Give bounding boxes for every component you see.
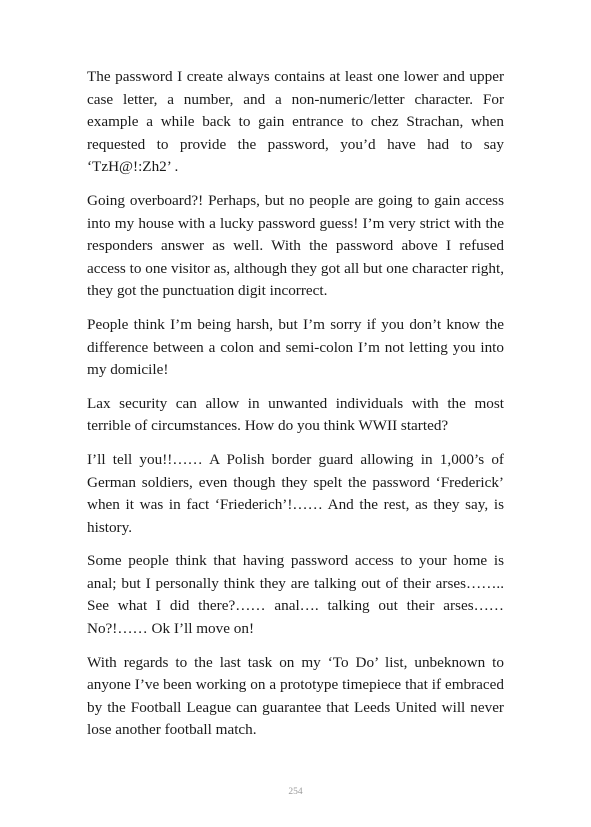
paragraph-to-do-list: With regards to the last task on my ‘To Do’ list, unbeknown to anyone I’ve been working on a prototype timepiece that if embraced by the Football League can guarantee that Leeds United will never lose another football match.	[87, 653, 504, 739]
body-text	[87, 66, 504, 753]
page-number: 254	[288, 787, 303, 797]
paragraph-polish-border-guard: I’ll tell you!!…… A Polish border guard allowing in 1,000’s of German soldiers, even though they spelt the password ‘Frederick’ when it was in fact ‘Friederich’!…… And the rest, as they say, is history.	[87, 450, 504, 536]
paragraph-lax-security: Lax security can allow in unwanted individuals with the most terrible of circumstances. How do you think WWII started?	[87, 394, 504, 435]
paragraph-being-harsh: People think I’m being harsh, but I’m sorry if you don’t know the difference between a colon and semi-colon I’m not letting you into my domicile!	[87, 315, 504, 379]
paragraph-password-rules: The password I create always contains at least one lower and upper case letter, a number, and a non-numeric/letter character. For example a while back to gain entrance to chez Strachan, when requested to provide the password, you’d have had to say ‘TzH@!:Zh2’ .	[87, 68, 504, 176]
paragraph-password-access: Some people think that having password access to your home is anal; but I personally think they are talking out of their arses…….. See what I did there?…… anal…. talking out their arses…… No?!…… Ok I’ll move on!	[87, 552, 504, 638]
paragraph-going-overboard: Going overboard?! Perhaps, but no people are going to gain access into my house with a lucky password guess! I’m very strict with the responders answer as well. With the password above I refused access to one visitor as, although they got all but one character right, they got the punctuation digit incorrect.	[87, 191, 504, 300]
